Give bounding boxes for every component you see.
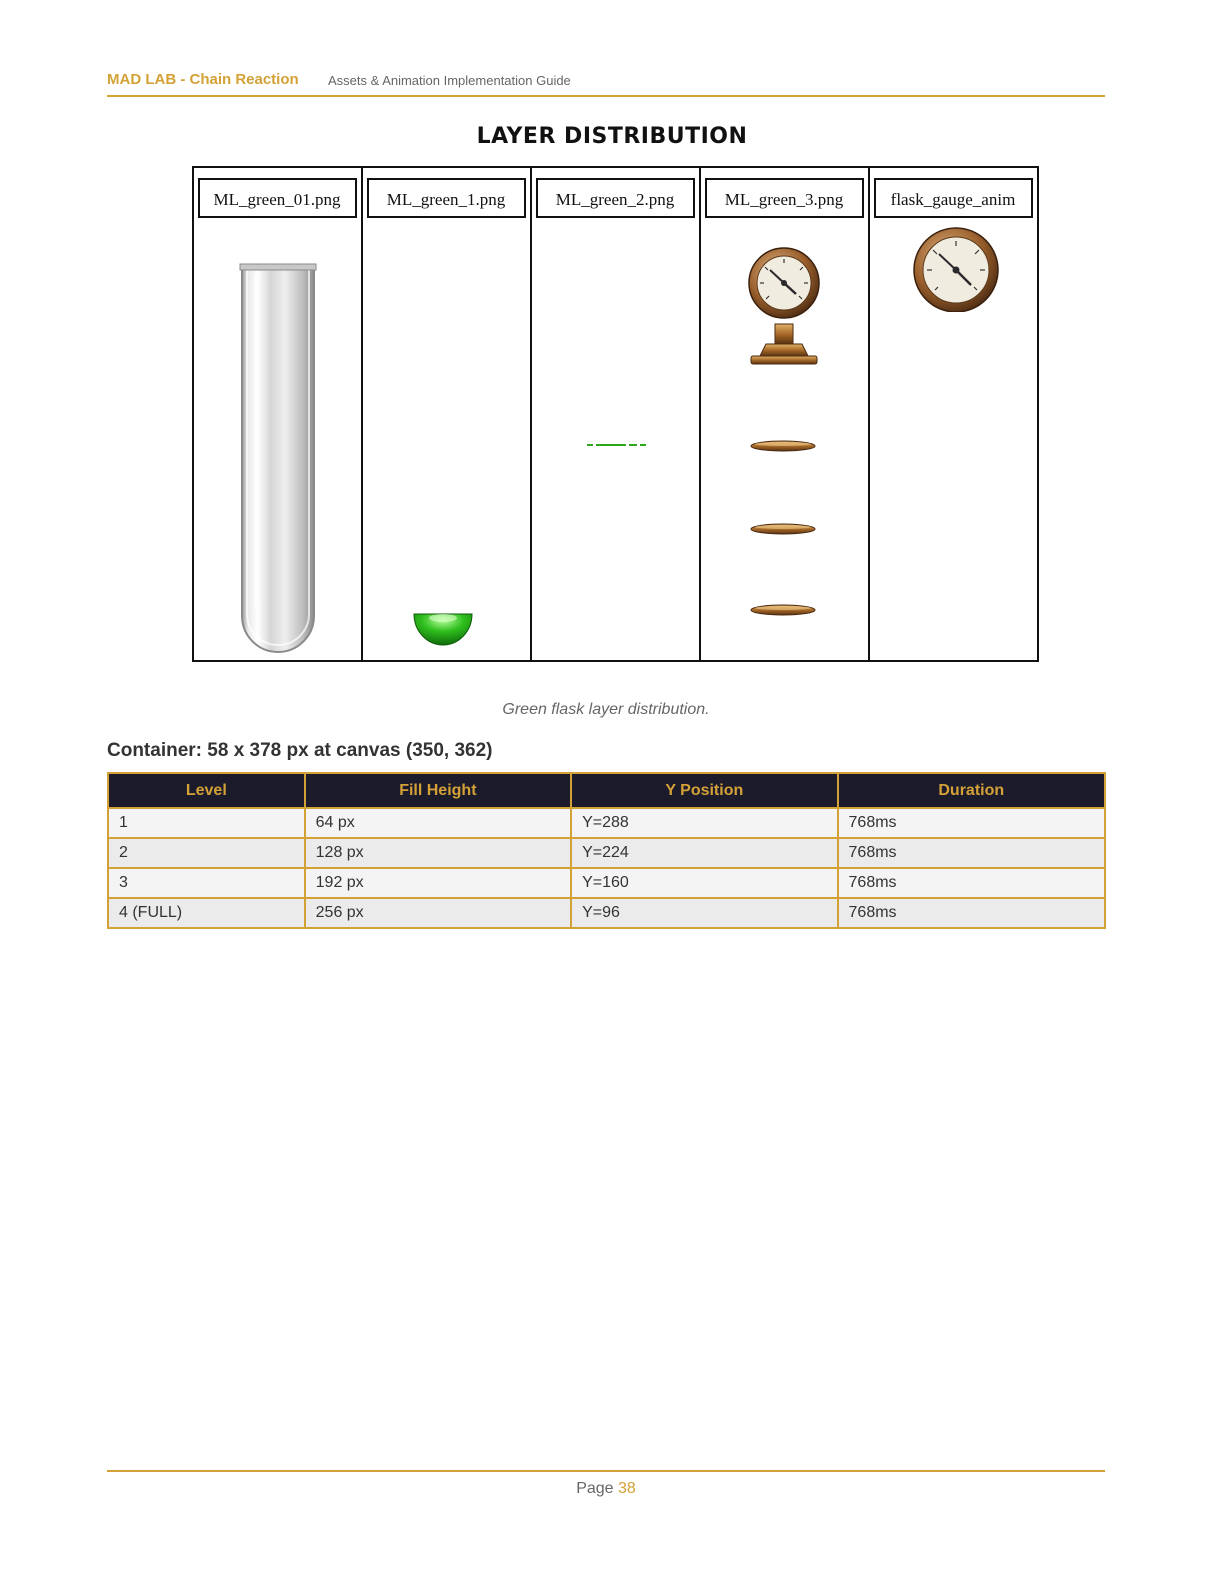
column-label-text: ML_green_01.png <box>213 190 341 209</box>
duration-cell: 768ms <box>838 838 1105 868</box>
duration-cell: 768ms <box>838 868 1105 898</box>
fill-levels-table <box>107 772 1106 929</box>
document-subtitle: Assets & Animation Implementation Guide <box>328 73 571 88</box>
y-position-cell: Y=160 <box>571 868 837 898</box>
level-cell: 1 <box>108 808 305 838</box>
y-position-cell: Y=288 <box>571 808 837 838</box>
level-cell: 4 (FULL) <box>108 898 305 928</box>
duration-cell: 768ms <box>838 808 1105 838</box>
page-header <box>107 68 1105 97</box>
layer-distribution-diagram <box>192 166 1039 662</box>
container-heading: Container: 58 x 378 px at canvas (350, 362) <box>107 740 493 761</box>
y-position-cell: Y=96 <box>571 898 837 928</box>
column-label-4 <box>706 179 863 217</box>
column-label-text: ML_green_3.png <box>724 190 844 209</box>
table-header-row <box>108 773 1105 808</box>
column-label-1 <box>199 179 356 217</box>
page-footer-rule <box>107 1470 1105 1472</box>
fill-height-cell: 64 px <box>305 808 571 838</box>
test-tube-icon <box>240 264 316 652</box>
column-label-text: ML_green_2.png <box>555 190 675 209</box>
column-label-text: flask_gauge_anim <box>890 190 1016 209</box>
duration-cell: 768ms <box>838 898 1105 928</box>
table-row <box>108 868 1105 898</box>
level-cell: 3 <box>108 868 305 898</box>
page-number <box>0 1480 1212 1498</box>
column-header-y-position: Y Position <box>571 773 837 808</box>
brass-ring-icon <box>751 605 815 615</box>
figure-caption: Green flask layer distribution. <box>502 701 710 718</box>
column-header-duration: Duration <box>838 773 1105 808</box>
column-label-2 <box>368 179 525 217</box>
column-label-text: ML_green_1.png <box>386 190 506 209</box>
table-row <box>108 838 1105 868</box>
column-label-5 <box>875 179 1032 217</box>
figure-title: LAYER DISTRIBUTION <box>476 124 748 149</box>
column-header-fill-height: Fill Height <box>305 773 571 808</box>
column-header-level: Level <box>108 773 305 808</box>
brand-title: MAD LAB - Chain Reaction <box>107 71 299 88</box>
diagram-frame <box>193 167 1038 661</box>
page-label: Page <box>576 1480 614 1497</box>
fill-height-cell: 128 px <box>305 838 571 868</box>
column-label-3 <box>537 179 694 217</box>
level-cell: 2 <box>108 838 305 868</box>
page-number-value: 38 <box>618 1480 636 1497</box>
table-row <box>108 898 1105 928</box>
brass-ring-icon <box>751 524 815 534</box>
brass-ring-icon <box>751 441 815 451</box>
fill-height-cell: 256 px <box>305 898 571 928</box>
y-position-cell: Y=224 <box>571 838 837 868</box>
table-row <box>108 808 1105 838</box>
fill-height-cell: 192 px <box>305 868 571 898</box>
